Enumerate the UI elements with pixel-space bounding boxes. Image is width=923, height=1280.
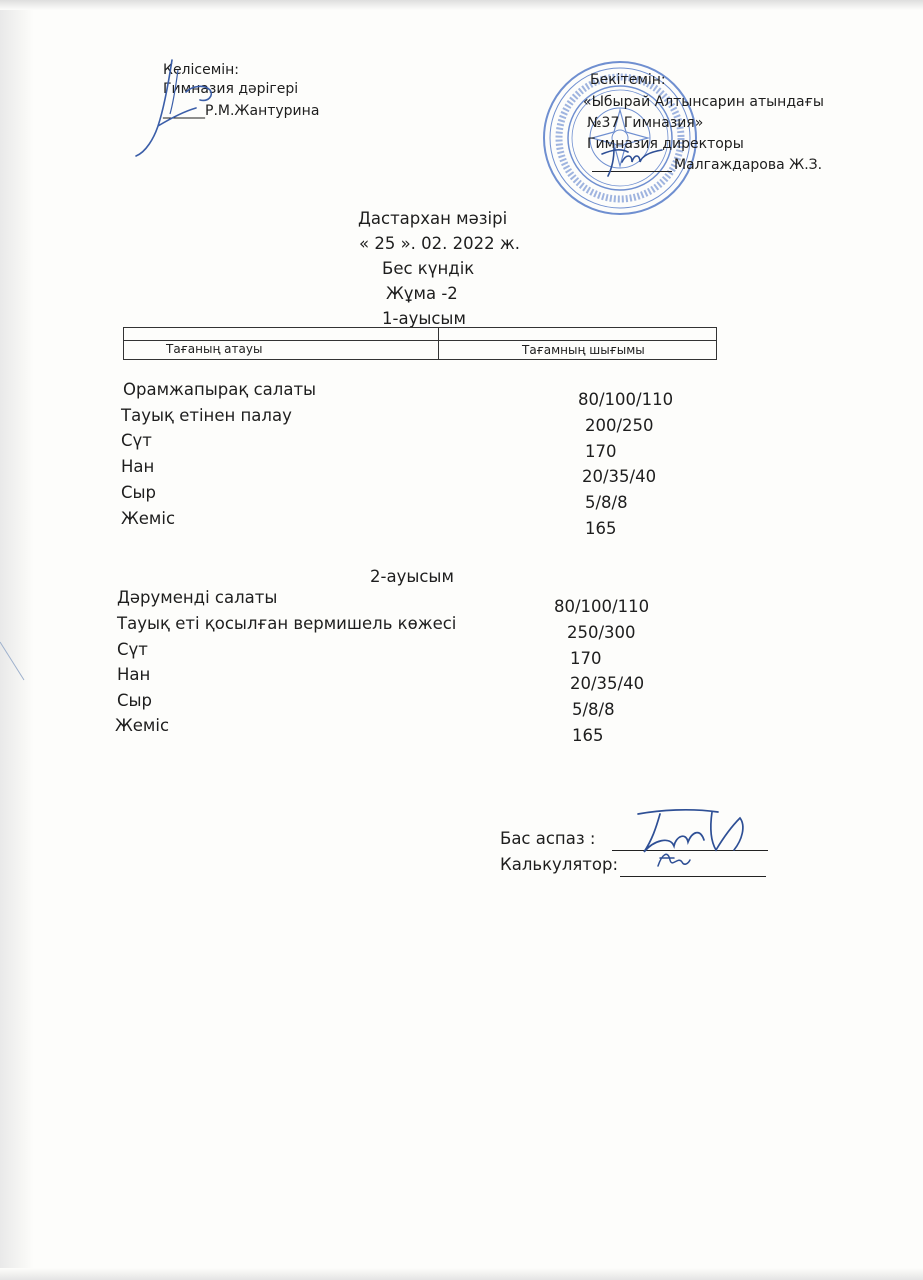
calculator-signature xyxy=(652,846,692,874)
doctor-signature xyxy=(128,56,238,160)
shift1-item-name: Орамжапырақ салаты xyxy=(123,380,317,399)
shift2-item-yield: 170 xyxy=(570,649,602,668)
director-signature xyxy=(598,140,668,180)
shift1-label: 1-ауысым xyxy=(382,309,466,328)
shift2-label: 2-ауысым xyxy=(370,567,454,586)
shift1-item-name: Сүт xyxy=(121,431,152,450)
calculator-signature-line xyxy=(620,876,766,877)
shift2-item-yield: 20/35/40 xyxy=(570,674,645,693)
menu-date: « 25 ». 02. 2022 ж. xyxy=(359,234,520,253)
right-approval-line3: Гимназия директоры xyxy=(587,136,744,152)
shift1-item-yield: 80/100/110 xyxy=(578,390,674,409)
shift1-item-name: Сыр xyxy=(121,483,157,502)
menu-title: Дастархан мәзірі xyxy=(358,209,508,228)
chef-signature xyxy=(630,806,760,862)
left-approval-name: ______Р.М.Жантурина xyxy=(163,103,320,119)
shift2-item-name: Сүт xyxy=(117,640,148,659)
shift2-item-name: Нан xyxy=(117,665,151,684)
right-approval-label: Бекітемін: xyxy=(590,72,666,88)
menu-table-header xyxy=(123,327,717,360)
right-approval-line2: №37 Гимназия» xyxy=(587,115,704,131)
shift1-item-yield: 165 xyxy=(585,519,617,538)
scan-artifact-line xyxy=(0,640,26,710)
chef-label: Бас аспаз : xyxy=(500,829,596,848)
shift1-item-name: Тауық етінен палау xyxy=(121,406,292,425)
shift1-item-yield: 170 xyxy=(585,442,617,461)
menu-period: Бес күндік xyxy=(382,259,475,278)
shift2-item-name: Жеміс xyxy=(115,716,170,735)
scan-bottom-edge xyxy=(0,1268,923,1280)
shift1-item-name: Нан xyxy=(121,457,155,476)
right-approval-name: Малгаждарова Ж.З. xyxy=(674,157,823,173)
shift2-item-name: Сыр xyxy=(117,691,153,710)
shift1-item-yield: 200/250 xyxy=(585,416,654,435)
shift2-item-name: Дәруменді салаты xyxy=(117,588,278,607)
col-dish-name: Тағаның атауы xyxy=(166,342,263,356)
shift2-item-yield: 250/300 xyxy=(567,623,636,642)
left-approval-org: Гимназия дәрігері xyxy=(163,81,299,97)
shift1-item-name: Жеміс xyxy=(121,509,176,528)
shift2-item-yield: 5/8/8 xyxy=(572,700,615,719)
right-approval-line1: «Ыбырай Алтынсарин атындағы xyxy=(583,94,824,110)
left-approval-label: Келісемін: xyxy=(163,62,240,78)
calculator-label: Калькулятор: xyxy=(500,855,619,874)
shift1-item-yield: 5/8/8 xyxy=(585,493,628,512)
shift1-item-yield: 20/35/40 xyxy=(582,467,657,486)
shift2-item-name: Тауық еті қосылған вермишель көжесі xyxy=(117,614,457,633)
menu-day: Жұма -2 xyxy=(386,284,458,303)
shift2-item-yield: 165 xyxy=(572,726,604,745)
scan-top-edge xyxy=(0,0,923,10)
shift2-item-yield: 80/100/110 xyxy=(554,597,650,616)
col-dish-yield: Тағамның шығымы xyxy=(522,343,645,357)
